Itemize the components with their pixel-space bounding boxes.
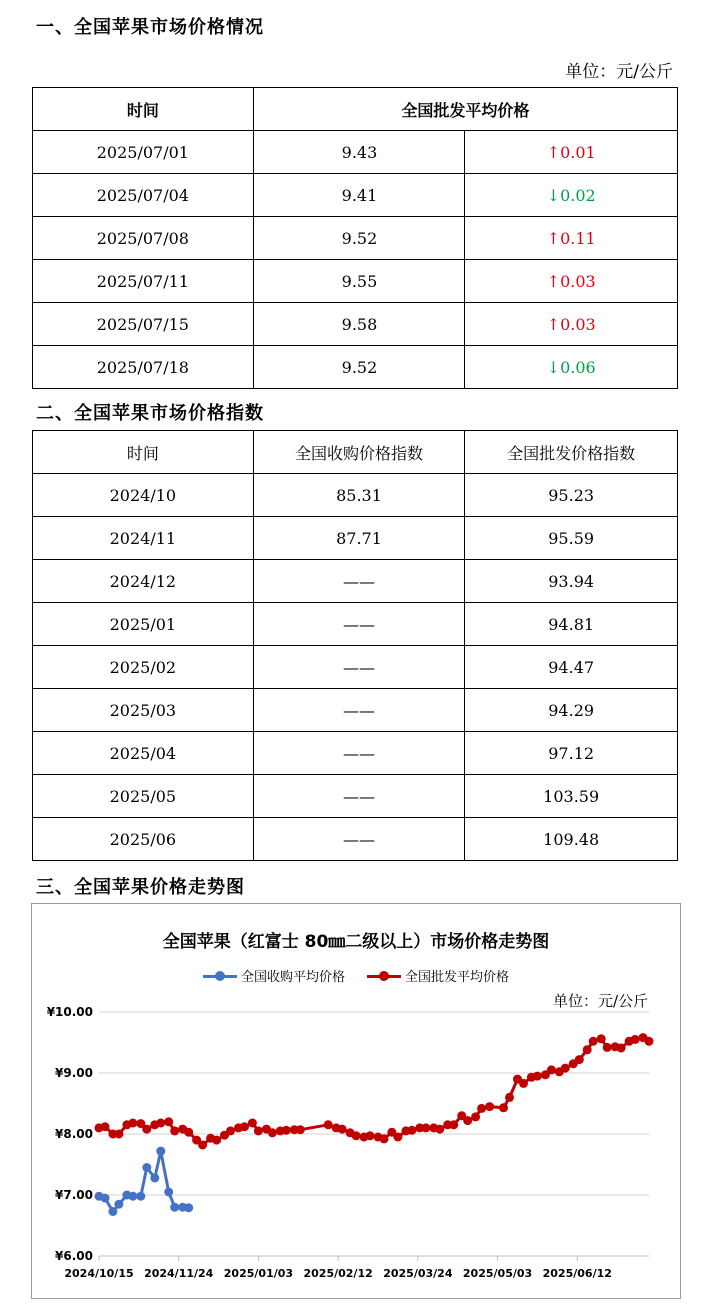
data-point	[136, 1192, 145, 1201]
cell-price: 9.58	[253, 303, 465, 346]
cell-price: 9.55	[253, 260, 465, 303]
price-trend-chart	[31, 903, 681, 1299]
data-point	[240, 1122, 249, 1131]
cell-wholesale-index: 94.81	[465, 603, 678, 646]
data-point	[583, 1045, 592, 1054]
unit-label: 单位：元/公斤	[565, 62, 673, 82]
cell-change: ↑0.01	[465, 131, 678, 174]
data-point	[575, 1055, 584, 1064]
data-point	[477, 1104, 486, 1113]
y-tick-label: ¥10.00	[46, 1005, 93, 1019]
data-point	[352, 1131, 361, 1140]
data-point	[108, 1207, 117, 1216]
data-point	[603, 1043, 612, 1052]
data-point	[150, 1173, 159, 1182]
data-point	[128, 1192, 137, 1201]
cell-purchase-index: ——	[253, 646, 465, 689]
cell-purchase-index: ——	[253, 818, 465, 861]
cell-purchase-index: ——	[253, 732, 465, 775]
cell-month: 2024/12	[33, 560, 254, 603]
cell-wholesale-index: 109.48	[465, 818, 678, 861]
index-table-header	[33, 431, 678, 474]
data-point	[366, 1131, 375, 1140]
cell-purchase-index: 85.31	[253, 474, 465, 517]
data-point	[589, 1037, 598, 1046]
table-row	[33, 346, 678, 389]
x-tick-label: 2024/10/15	[64, 1267, 134, 1280]
table-row	[33, 775, 678, 818]
table-row	[33, 174, 678, 217]
data-point	[164, 1188, 173, 1197]
data-point	[184, 1128, 193, 1137]
cell-wholesale-index: 94.47	[465, 646, 678, 689]
data-point	[393, 1133, 402, 1142]
cell-price: 9.43	[253, 131, 465, 174]
data-point	[101, 1122, 110, 1131]
data-point	[254, 1126, 263, 1135]
data-point	[645, 1037, 654, 1046]
data-point	[421, 1123, 430, 1132]
cell-wholesale-index: 94.29	[465, 689, 678, 732]
data-point	[449, 1120, 458, 1129]
x-tick-label: 2025/02/12	[303, 1267, 373, 1280]
cell-price: 9.41	[253, 174, 465, 217]
cell-purchase-index: ——	[253, 689, 465, 732]
data-point	[114, 1200, 123, 1209]
chart-plot	[32, 904, 680, 1298]
cell-month: 2025/05	[33, 775, 254, 818]
cell-purchase-index: ——	[253, 775, 465, 818]
cell-month: 2025/06	[33, 818, 254, 861]
data-point	[268, 1128, 277, 1137]
cell-price: 9.52	[253, 217, 465, 260]
data-point	[142, 1125, 151, 1134]
x-tick-label: 2025/03/24	[383, 1267, 453, 1280]
cell-date: 2025/07/08	[33, 217, 254, 260]
data-point	[463, 1116, 472, 1125]
cell-month: 2025/04	[33, 732, 254, 775]
cell-date: 2025/07/11	[33, 260, 254, 303]
table-row	[33, 260, 678, 303]
index-table	[32, 430, 678, 861]
y-tick-label: ¥8.00	[55, 1127, 93, 1141]
data-point	[533, 1072, 542, 1081]
section3-heading: 三、全国苹果价格走势图	[36, 877, 245, 898]
data-point	[282, 1126, 291, 1135]
data-point	[198, 1141, 207, 1150]
cell-month: 2025/01	[33, 603, 254, 646]
data-point	[380, 1134, 389, 1143]
data-point	[101, 1194, 110, 1203]
data-point	[164, 1117, 173, 1126]
data-point	[407, 1126, 416, 1135]
y-tick-label: ¥7.00	[55, 1188, 93, 1202]
table-row	[33, 474, 678, 517]
data-point	[170, 1203, 179, 1212]
x-tick-label: 2024/11/24	[144, 1267, 214, 1280]
cell-month: 2024/11	[33, 517, 254, 560]
data-point	[114, 1130, 123, 1139]
cell-change: ↑0.03	[465, 260, 678, 303]
cell-purchase-index: ——	[253, 560, 465, 603]
x-tick-label: 2025/06/12	[542, 1267, 612, 1280]
cell-change: ↓0.06	[465, 346, 678, 389]
chart-title: 全国苹果（红富士 80㎜二级以上）市场价格走势图	[162, 932, 550, 952]
data-point	[505, 1093, 514, 1102]
table-row	[33, 560, 678, 603]
cell-price: 9.52	[253, 346, 465, 389]
table-row	[33, 131, 678, 174]
x-tick-label: 2025/01/03	[223, 1267, 294, 1280]
section2-heading: 二、全国苹果市场价格指数	[36, 403, 264, 424]
table-row	[33, 517, 678, 560]
series-line-0	[99, 1151, 189, 1211]
header-time: 时间	[33, 431, 254, 474]
table-row	[33, 217, 678, 260]
cell-change: ↓0.02	[465, 174, 678, 217]
data-point	[156, 1147, 165, 1156]
y-tick-label: ¥6.00	[55, 1249, 93, 1263]
cell-wholesale-index: 97.12	[465, 732, 678, 775]
table-row	[33, 603, 678, 646]
data-point	[142, 1163, 151, 1172]
cell-change: ↑0.03	[465, 303, 678, 346]
data-point	[435, 1125, 444, 1134]
data-point	[248, 1119, 257, 1128]
data-point	[128, 1119, 137, 1128]
cell-change: ↑0.11	[465, 217, 678, 260]
cell-wholesale-index: 95.23	[465, 474, 678, 517]
legend-label-purchase: 全国收购平均价格	[240, 970, 345, 985]
cell-date: 2025/07/04	[33, 174, 254, 217]
header-wholesale-index: 全国批发价格指数	[465, 431, 678, 474]
data-point	[212, 1136, 221, 1145]
table-row	[33, 646, 678, 689]
data-point	[597, 1034, 606, 1043]
cell-wholesale-index: 93.94	[465, 560, 678, 603]
cell-month: 2025/03	[33, 689, 254, 732]
cell-purchase-index: ——	[253, 603, 465, 646]
data-point	[338, 1125, 347, 1134]
cell-date: 2025/07/01	[33, 131, 254, 174]
data-point	[184, 1203, 193, 1212]
cell-date: 2025/07/18	[33, 346, 254, 389]
cell-wholesale-index: 103.59	[465, 775, 678, 818]
cell-wholesale-index: 95.59	[465, 517, 678, 560]
price-table-header	[33, 88, 678, 131]
section1-heading: 一、全国苹果市场价格情况	[36, 17, 264, 38]
price-table	[32, 87, 678, 389]
y-tick-label: ¥9.00	[55, 1066, 93, 1080]
header-time: 时间	[33, 88, 254, 131]
table-row	[33, 732, 678, 775]
header-wholesale-price: 全国批发平均价格	[253, 88, 677, 131]
data-point	[226, 1126, 235, 1135]
table-row	[33, 818, 678, 861]
header-purchase-index: 全国收购价格指数	[253, 431, 465, 474]
data-point	[296, 1125, 305, 1134]
cell-date: 2025/07/15	[33, 303, 254, 346]
data-point	[499, 1103, 508, 1112]
data-point	[156, 1119, 165, 1128]
data-point	[324, 1120, 333, 1129]
data-point	[631, 1035, 640, 1044]
cell-purchase-index: 87.71	[253, 517, 465, 560]
cell-month: 2024/10	[33, 474, 254, 517]
data-point	[617, 1044, 626, 1053]
legend-label-wholesale: 全国批发平均价格	[405, 970, 510, 985]
data-point	[485, 1102, 494, 1111]
chart-unit-label: 单位：元/公斤	[552, 992, 648, 1010]
cell-month: 2025/02	[33, 646, 254, 689]
table-row	[33, 303, 678, 346]
data-point	[471, 1112, 480, 1121]
data-point	[561, 1064, 570, 1073]
data-point	[547, 1065, 556, 1074]
x-tick-label: 2025/05/03	[462, 1267, 533, 1280]
data-point	[519, 1079, 528, 1088]
table-row	[33, 689, 678, 732]
data-point	[170, 1126, 179, 1135]
